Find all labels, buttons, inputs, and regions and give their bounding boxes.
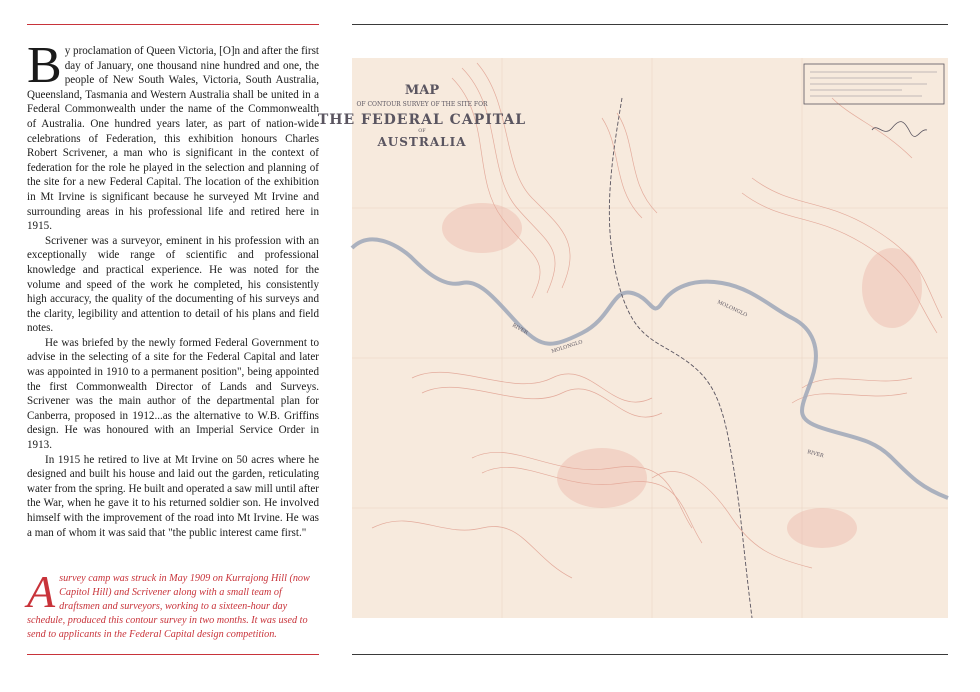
map-title-line5: AUSTRALIA [377, 135, 467, 149]
top-rule-right [352, 24, 948, 25]
top-rule-left [27, 24, 319, 25]
contour-map-svg [317, 58, 948, 618]
river-label-4: RIVER [806, 449, 825, 460]
map-title-line3: THE FEDERAL CAPITAL [317, 112, 527, 128]
map-title-line2: OF CONTOUR SURVEY OF THE SITE FOR [356, 101, 488, 108]
dropcap: B [27, 37, 62, 94]
paragraph-1 [27, 37, 319, 234]
caption-dropcap: A [27, 566, 56, 617]
map-title-line4: OF [418, 128, 426, 134]
river-label-1: MOLONGLO [550, 339, 584, 355]
body-text [27, 37, 319, 540]
river-label-3: MOLONGLO [716, 299, 749, 319]
map-title-line1: MAP [404, 83, 440, 98]
contour-map-image [317, 58, 948, 618]
paragraph-4: In 1915 he retired to live at Mt Irvine on 50 acres where he designed and built his house and laid out the garden, reticulating water from the spring. He built and operated a saw mill until after the War, when he gave it to his returned soldier son. He involved himself with the improvement of the road into Mt Irvine. He was a man of whom it was said that "the public interest came first." [27, 453, 319, 539]
river-label-2: RIVER [511, 322, 529, 337]
bottom-rule-left [27, 654, 319, 655]
bottom-rule-right [352, 654, 948, 655]
paragraph-2: Scrivener was a surveyor, eminent in his profession with an exceptionally wide range of scientific and professional knowledge and practical experience. He was noted for the volume and speed of the work he completed, his consistently high accuracy, the quality of the documenting of his surveys and the clarity, legibility and attention to detail of his plans and field notes. [27, 234, 319, 335]
paragraph-3: He was briefed by the newly formed Federal Government to advise in the selecting of a site for the Federal Capital and later was appointed in 1910 to a permanent position", being appointed the first Commonwealth Director of Lands and Surveys. Scrivener was the main author of the departmental plan for Canberra, proposed in 1912...as the alternative to W.B. Griffins design. He was honoured with an Imperial Service Order in 1913. [27, 336, 319, 452]
paragraph-1-text: y proclamation of Queen Victoria, [O]n and after the first day of January, one thousand nine hundred and one, the people of New South Wales, Victoria, South Australia, Queensland, Tasmania and Western Australia shall be united in a Federal Commonwealth under the name of the Commonwealth of Australia. One hundred years later, as part of nation-wide celebrations of Federation, this exhibition honours Charles Robert Scrivener, a man who is significant in the context of federation for the role he played in the selection and planning of the site for a new Federal Capital. The location of the exhibition in Mt Irvine is significant because he surveyed Mt Irvine and surrounding areas in his professional life and retired here in 1915. [27, 45, 319, 233]
caption-text: survey camp was struck in May 1909 on Kurrajong Hill (now Capitol Hill) and Scrivener along with a small team of draftsmen and surveyors, working to a sixteen-hour day schedule, produced this contour survey in two months. It was used to send to applicants in the Federal Capital design competition. [27, 573, 310, 641]
map-caption [27, 566, 319, 642]
